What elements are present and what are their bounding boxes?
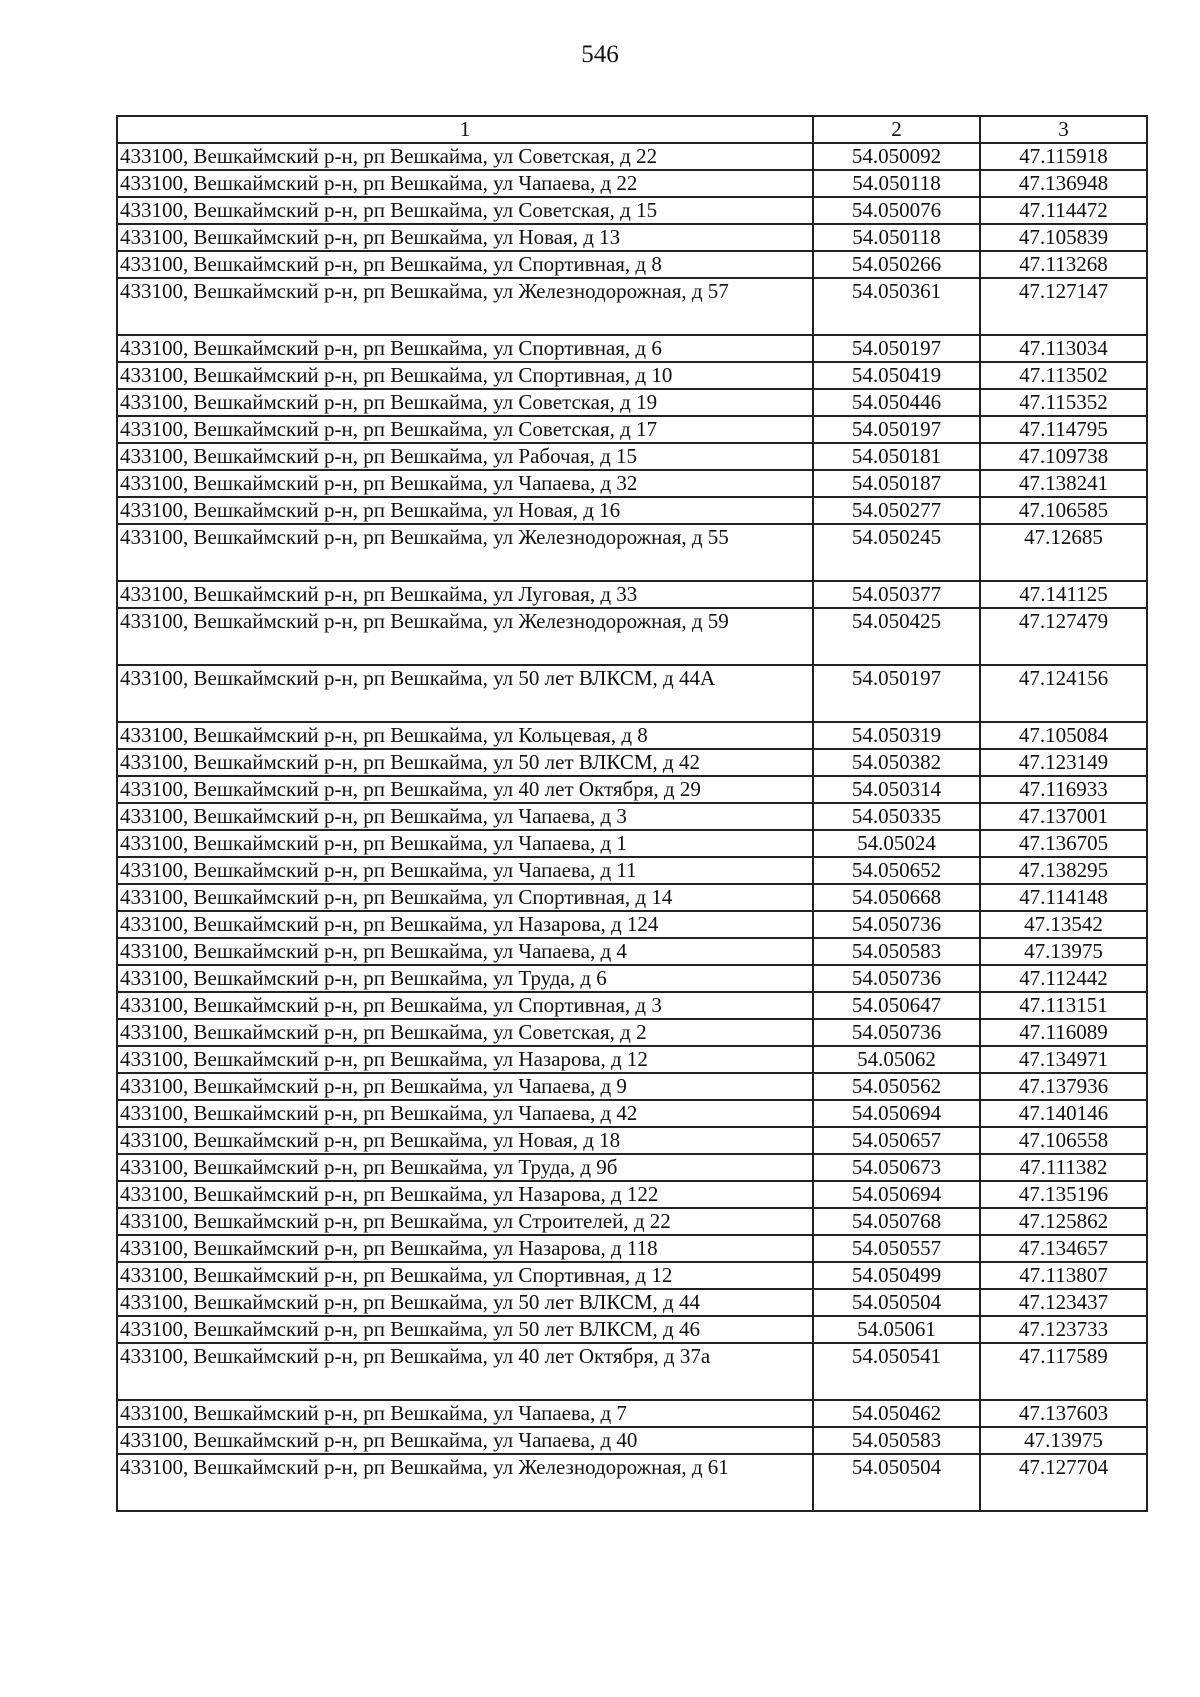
table-row [117,1454,1147,1511]
address-cell: 433100, Вешкаймский р-н, рп Вешкайма, ул Чапаева, д 32 [117,470,813,497]
latitude-cell: 54.050657 [813,1127,980,1154]
latitude-cell: 54.050187 [813,470,980,497]
latitude-cell: 54.050768 [813,1208,980,1235]
latitude-cell: 54.050499 [813,1262,980,1289]
address-cell: 433100, Вешкаймский р-н, рп Вешкайма, ул 50 лет ВЛКСМ, д 44А [117,665,813,722]
address-cell: 433100, Вешкаймский р-н, рп Вешкайма, ул Чапаева, д 11 [117,857,813,884]
address-cell: 433100, Вешкаймский р-н, рп Вешкайма, ул Спортивная, д 14 [117,884,813,911]
address-cell: 433100, Вешкаймский р-н, рп Вешкайма, ул Труда, д 9б [117,1154,813,1181]
table-row [117,389,1147,416]
address-cell: 433100, Вешкаймский р-н, рп Вешкайма, ул Новая, д 18 [117,1127,813,1154]
table-row [117,170,1147,197]
address-cell: 433100, Вешкаймский р-н, рп Вешкайма, ул Чапаева, д 1 [117,830,813,857]
latitude-cell: 54.050583 [813,938,980,965]
table-row [117,278,1147,335]
address-cell: 433100, Вешкаймский р-н, рп Вешкайма, ул Чапаева, д 4 [117,938,813,965]
table-row [117,1400,1147,1427]
longitude-cell: 47.141125 [980,581,1147,608]
address-cell: 433100, Вешкаймский р-н, рп Вешкайма, ул Спортивная, д 10 [117,362,813,389]
address-cell: 433100, Вешкаймский р-н, рп Вешкайма, ул Железнодорожная, д 57 [117,278,813,335]
address-cell: 433100, Вешкаймский р-н, рп Вешкайма, ул Советская, д 22 [117,143,813,170]
table-row [117,197,1147,224]
page-number: 546 [581,41,619,68]
longitude-cell: 47.116089 [980,1019,1147,1046]
latitude-cell: 54.050266 [813,251,980,278]
address-cell: 433100, Вешкаймский р-н, рп Вешкайма, ул Спортивная, д 6 [117,335,813,362]
longitude-cell: 47.138295 [980,857,1147,884]
latitude-cell: 54.050462 [813,1400,980,1427]
longitude-cell: 47.109738 [980,443,1147,470]
table-row [117,1427,1147,1454]
latitude-cell: 54.050118 [813,224,980,251]
address-cell: 433100, Вешкаймский р-н, рп Вешкайма, ул 50 лет ВЛКСМ, д 44 [117,1289,813,1316]
table-row [117,1046,1147,1073]
latitude-cell: 54.050668 [813,884,980,911]
latitude-cell: 54.050181 [813,443,980,470]
table-row [117,1019,1147,1046]
longitude-cell: 47.114795 [980,416,1147,443]
latitude-cell: 54.050694 [813,1181,980,1208]
latitude-cell: 54.050557 [813,1235,980,1262]
latitude-cell: 54.050504 [813,1454,980,1511]
table-row [117,1073,1147,1100]
address-cell: 433100, Вешкаймский р-н, рп Вешкайма, ул 50 лет ВЛКСМ, д 46 [117,1316,813,1343]
latitude-cell: 54.050425 [813,608,980,665]
table-row [117,749,1147,776]
longitude-cell: 47.105084 [980,722,1147,749]
latitude-cell: 54.050277 [813,497,980,524]
table-row [117,224,1147,251]
longitude-cell: 47.114472 [980,197,1147,224]
table-row [117,803,1147,830]
longitude-cell: 47.136948 [980,170,1147,197]
longitude-cell: 47.137603 [980,1400,1147,1427]
latitude-cell: 54.050419 [813,362,980,389]
latitude-cell: 54.050092 [813,143,980,170]
longitude-cell: 47.13975 [980,1427,1147,1454]
longitude-cell: 47.123149 [980,749,1147,776]
latitude-cell: 54.050736 [813,1019,980,1046]
address-cell: 433100, Вешкаймский р-н, рп Вешкайма, ул Советская, д 19 [117,389,813,416]
address-cell: 433100, Вешкаймский р-н, рп Вешкайма, ул Чапаева, д 40 [117,1427,813,1454]
latitude-cell: 54.050382 [813,749,980,776]
table-row [117,143,1147,170]
longitude-cell: 47.138241 [980,470,1147,497]
table-row [117,416,1147,443]
address-cell: 433100, Вешкаймский р-н, рп Вешкайма, ул Чапаева, д 22 [117,170,813,197]
table-row [117,524,1147,581]
address-coordinates-table [116,115,1148,1512]
table-row [117,1100,1147,1127]
address-cell: 433100, Вешкаймский р-н, рп Вешкайма, ул Чапаева, д 9 [117,1073,813,1100]
longitude-cell: 47.106585 [980,497,1147,524]
table-row [117,497,1147,524]
longitude-cell: 47.115352 [980,389,1147,416]
latitude-cell: 54.050197 [813,335,980,362]
latitude-cell: 54.050335 [813,803,980,830]
address-cell: 433100, Вешкаймский р-н, рп Вешкайма, ул Новая, д 13 [117,224,813,251]
address-cell: 433100, Вешкаймский р-н, рп Вешкайма, ул Чапаева, д 42 [117,1100,813,1127]
table-row [117,1262,1147,1289]
table-row [117,722,1147,749]
latitude-cell: 54.050541 [813,1343,980,1400]
latitude-cell: 54.050118 [813,170,980,197]
table-row [117,1289,1147,1316]
latitude-cell: 54.050736 [813,965,980,992]
latitude-cell: 54.050504 [813,1289,980,1316]
longitude-cell: 47.115918 [980,143,1147,170]
address-cell: 433100, Вешкаймский р-н, рп Вешкайма, ул Назарова, д 124 [117,911,813,938]
table-row [117,776,1147,803]
longitude-cell: 47.136705 [980,830,1147,857]
table-row [117,1316,1147,1343]
longitude-cell: 47.113268 [980,251,1147,278]
address-cell: 433100, Вешкаймский р-н, рп Вешкайма, ул Назарова, д 118 [117,1235,813,1262]
latitude-cell: 54.05062 [813,1046,980,1073]
longitude-cell: 47.127147 [980,278,1147,335]
address-cell: 433100, Вешкаймский р-н, рп Вешкайма, ул Кольцевая, д 8 [117,722,813,749]
address-cell: 433100, Вешкаймский р-н, рп Вешкайма, ул Железнодорожная, д 55 [117,524,813,581]
longitude-cell: 47.137936 [980,1073,1147,1100]
longitude-cell: 47.123437 [980,1289,1147,1316]
longitude-cell: 47.111382 [980,1154,1147,1181]
table-row [117,911,1147,938]
table-row [117,965,1147,992]
table-row [117,608,1147,665]
address-cell: 433100, Вешкаймский р-н, рп Вешкайма, ул Советская, д 15 [117,197,813,224]
latitude-cell: 54.050736 [813,911,980,938]
table-row [117,857,1147,884]
table-row [117,992,1147,1019]
longitude-cell: 47.12685 [980,524,1147,581]
table-row [117,1181,1147,1208]
table-row [117,443,1147,470]
address-cell: 433100, Вешкаймский р-н, рп Вешкайма, ул Спортивная, д 12 [117,1262,813,1289]
address-cell: 433100, Вешкаймский р-н, рп Вешкайма, ул Чапаева, д 3 [117,803,813,830]
address-cell: 433100, Вешкаймский р-н, рп Вешкайма, ул 50 лет ВЛКСМ, д 42 [117,749,813,776]
table-row [117,665,1147,722]
table-row [117,470,1147,497]
column-header-3: 3 [980,116,1147,143]
latitude-cell: 54.05061 [813,1316,980,1343]
latitude-cell: 54.050245 [813,524,980,581]
longitude-cell: 47.117589 [980,1343,1147,1400]
address-cell: 433100, Вешкаймский р-н, рп Вешкайма, ул Железнодорожная, д 59 [117,608,813,665]
latitude-cell: 54.050197 [813,665,980,722]
longitude-cell: 47.134971 [980,1046,1147,1073]
table-header-row [117,116,1147,143]
address-cell: 433100, Вешкаймский р-н, рп Вешкайма, ул Спортивная, д 8 [117,251,813,278]
table-row [117,1343,1147,1400]
latitude-cell: 54.050446 [813,389,980,416]
latitude-cell: 54.050377 [813,581,980,608]
longitude-cell: 47.106558 [980,1127,1147,1154]
address-cell: 433100, Вешкаймский р-н, рп Вешкайма, ул Советская, д 17 [117,416,813,443]
address-cell: 433100, Вешкаймский р-н, рп Вешкайма, ул 40 лет Октября, д 37а [117,1343,813,1400]
table-row [117,362,1147,389]
address-cell: 433100, Вешкаймский р-н, рп Вешкайма, ул Рабочая, д 15 [117,443,813,470]
longitude-cell: 47.140146 [980,1100,1147,1127]
latitude-cell: 54.050652 [813,857,980,884]
longitude-cell: 47.124156 [980,665,1147,722]
latitude-cell: 54.050673 [813,1154,980,1181]
longitude-cell: 47.137001 [980,803,1147,830]
latitude-cell: 54.050319 [813,722,980,749]
longitude-cell: 47.125862 [980,1208,1147,1235]
address-cell: 433100, Вешкаймский р-н, рп Вешкайма, ул Советская, д 2 [117,1019,813,1046]
longitude-cell: 47.13975 [980,938,1147,965]
latitude-cell: 54.050562 [813,1073,980,1100]
table-body [117,143,1147,1511]
address-cell: 433100, Вешкаймский р-н, рп Вешкайма, ул Труда, д 6 [117,965,813,992]
longitude-cell: 47.134657 [980,1235,1147,1262]
address-cell: 433100, Вешкаймский р-н, рп Вешкайма, ул Назарова, д 12 [117,1046,813,1073]
latitude-cell: 54.050076 [813,197,980,224]
latitude-cell: 54.050583 [813,1427,980,1454]
latitude-cell: 54.050694 [813,1100,980,1127]
table-row [117,1235,1147,1262]
column-header-1: 1 [117,116,813,143]
longitude-cell: 47.105839 [980,224,1147,251]
column-header-2: 2 [813,116,980,143]
longitude-cell: 47.112442 [980,965,1147,992]
longitude-cell: 47.116933 [980,776,1147,803]
address-cell: 433100, Вешкаймский р-н, рп Вешкайма, ул Строителей, д 22 [117,1208,813,1235]
address-cell: 433100, Вешкаймский р-н, рп Вешкайма, ул Спортивная, д 3 [117,992,813,1019]
table-row [117,1154,1147,1181]
table-row [117,251,1147,278]
table-row [117,1208,1147,1235]
address-cell: 433100, Вешкаймский р-н, рп Вешкайма, ул Назарова, д 122 [117,1181,813,1208]
longitude-cell: 47.113502 [980,362,1147,389]
table-row [117,1127,1147,1154]
address-cell: 433100, Вешкаймский р-н, рп Вешкайма, ул Новая, д 16 [117,497,813,524]
longitude-cell: 47.127479 [980,608,1147,665]
longitude-cell: 47.127704 [980,1454,1147,1511]
longitude-cell: 47.113807 [980,1262,1147,1289]
table-row [117,581,1147,608]
latitude-cell: 54.050197 [813,416,980,443]
table-row [117,830,1147,857]
address-cell: 433100, Вешкаймский р-н, рп Вешкайма, ул 40 лет Октября, д 29 [117,776,813,803]
latitude-cell: 54.050361 [813,278,980,335]
longitude-cell: 47.135196 [980,1181,1147,1208]
longitude-cell: 47.123733 [980,1316,1147,1343]
longitude-cell: 47.113151 [980,992,1147,1019]
table-row [117,884,1147,911]
table-row [117,938,1147,965]
latitude-cell: 54.050314 [813,776,980,803]
table-row [117,335,1147,362]
longitude-cell: 47.13542 [980,911,1147,938]
longitude-cell: 47.113034 [980,335,1147,362]
latitude-cell: 54.050647 [813,992,980,1019]
address-cell: 433100, Вешкаймский р-н, рп Вешкайма, ул Луговая, д 33 [117,581,813,608]
address-cell: 433100, Вешкаймский р-н, рп Вешкайма, ул Железнодорожная, д 61 [117,1454,813,1511]
longitude-cell: 47.114148 [980,884,1147,911]
address-cell: 433100, Вешкаймский р-н, рп Вешкайма, ул Чапаева, д 7 [117,1400,813,1427]
latitude-cell: 54.05024 [813,830,980,857]
